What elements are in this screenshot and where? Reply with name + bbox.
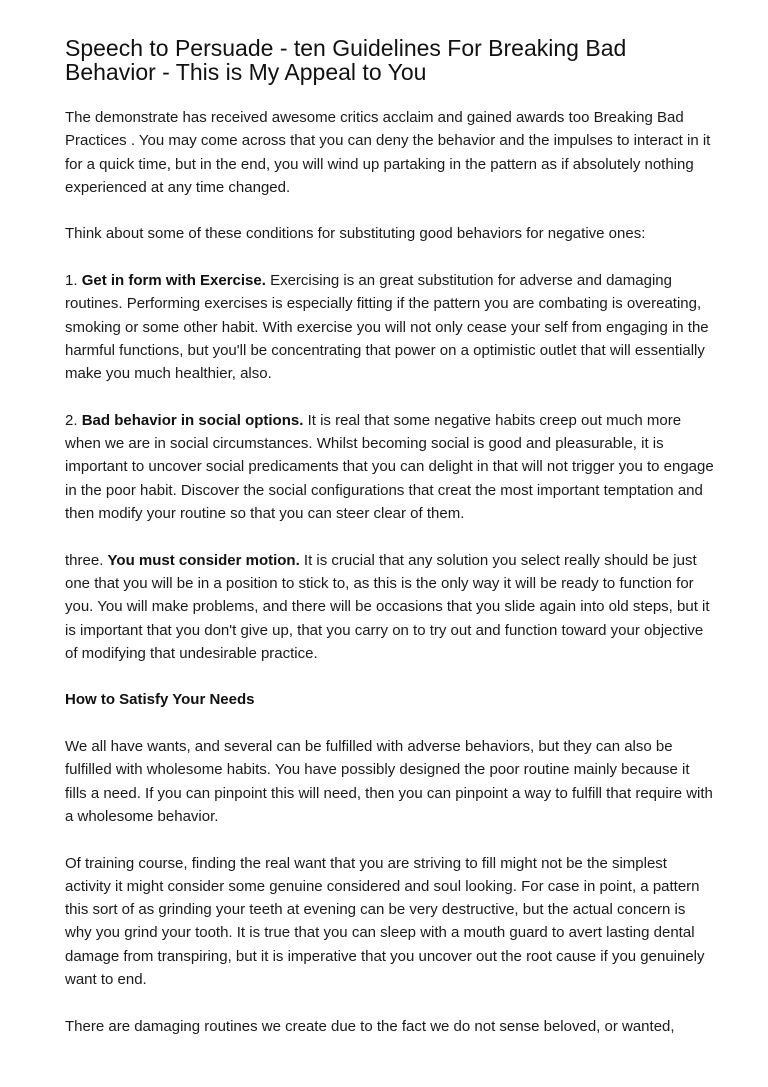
document-title: Speech to Persuade - ten Guidelines For Breaking Bad Behavior - This is My Appeal to You <box>65 35 627 85</box>
guideline-item-3: three. You must consider motion. It is crucial that any solution you select really should be just one that you will be in a position to stick to, as this is the only way it will be ready to function for you. You will make problems, and there will be occasions that you slide again into old steps, but it is important that you don't give up, that you carry on to try out and function toward your objective of modifying that undesirable practice. <box>65 551 710 662</box>
last-paragraph: There are damaging routines we create due to the fact we do not sense beloved, or wanted, <box>65 1017 675 1035</box>
guideline-item-2: 2. Bad behavior in social options. It is real that some negative habits creep out much more when we are in social circumstances. Whilst becoming social is good and pleasurable, it is important to uncover social predicaments that you can delight in that will not trigger you to engage in the poor habit. Discover the social configurations that creat the most important temptation and then modify your routine so that you can steer clear of them. <box>65 411 714 523</box>
document-page <box>65 36 715 1038</box>
guideline-heading-3: You must consider motion. <box>107 551 300 569</box>
guideline-item-1: 1. Get in form with Exercise. Exercising is an great substitution for adverse and damaging routines. Performing exercises is especially fitting if the pattern you are combating is overeating, smoking or some other habit. With exercise you will not only cease your self from engaging in the harmful functions, but you'll be concentrating that power on a optimistic outlet that will essentially make you much healthier, also. <box>65 272 709 383</box>
training-paragraph: Of training course, finding the real want that you are striving to fill might not be the simplest activity it might consider some genuine considered and soul looking. For case in point, a pattern this sort of as grinding your teeth at evening can be very destructive, but the actual concern is why you grind your tooth. It is true that you can sleep with a mouth guard to avert lasting dental damage from transpiring, but it is imperative that you uncover out the root cause if you genuinely want to end. <box>65 854 705 988</box>
intro-paragraph: The demonstrate has received awesome critics acclaim and gained awards too Breaking Bad Practices . You may come across that you can deny the behavior and the impulses to interact in it for a quick time, but in the end, you will wind up partaking in the pattern as if absolutely nothing experienced at any time changed. <box>65 109 711 196</box>
needs-paragraph: We all have wants, and several can be fulfilled with adverse behaviors, but they can also be fulfilled with wholesome habits. You have possibly designed the poor routine mainly because it fills a need. If you can pinpoint this will need, then you can pinpoint a way to fulfill that require with a wholesome behavior. <box>65 738 713 825</box>
guideline-heading-2: Bad behavior in social options. <box>81 411 304 429</box>
section-subheading: How to Satisfy Your Needs <box>65 691 255 709</box>
think-paragraph: Think about some of these conditions for substituting good behaviors for negative ones: <box>65 225 646 243</box>
guideline-heading-1: Get in form with Exercise. <box>81 272 266 290</box>
